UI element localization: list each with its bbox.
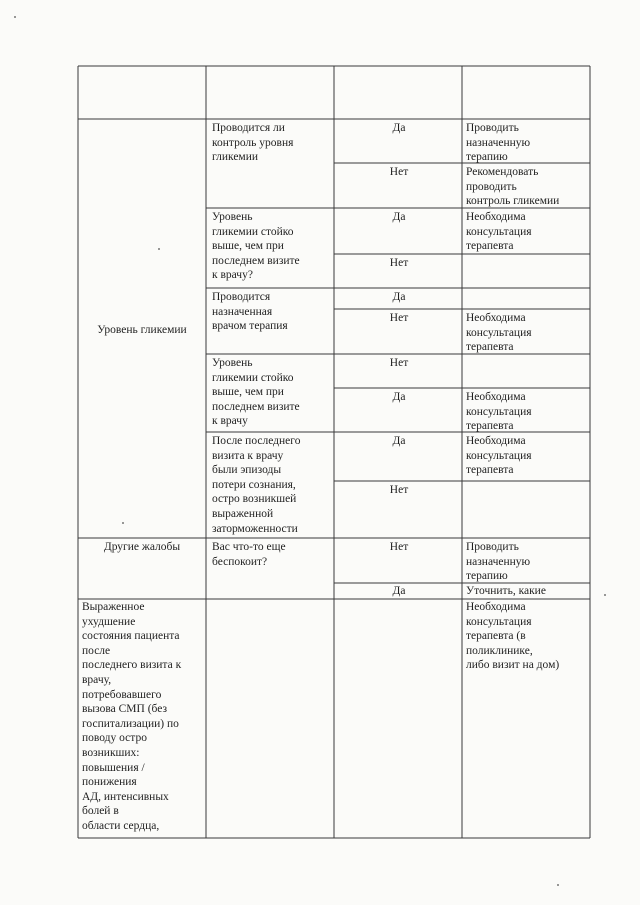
question-cell: Проводится назначенная врачом терапия — [212, 291, 288, 333]
action-cell: Рекомендовать проводить контроль гликемии — [466, 166, 560, 208]
scan-speck — [122, 522, 124, 524]
question-cell: Уровень гликемии стойко выше, чем при последнем визите к врачу? — [212, 211, 300, 282]
answer-cell: Нет — [389, 312, 409, 324]
action-cell: Необходима консультация терапевта (в поликлинике, либо визит на дом) — [466, 601, 560, 672]
section-title-other-complaints: Другие жалобы — [103, 541, 181, 553]
answer-cell: Да — [392, 391, 406, 403]
question-cell: После последнего визита к врачу были эпизоды потери сознания, остро возникшей выраженной заторможенности — [212, 435, 301, 535]
action-cell: Уточнить, какие — [466, 585, 546, 597]
action-cell: Необходима консультация терапевта — [466, 312, 532, 354]
question-cell: Вас что-то еще беспокоит? — [212, 541, 286, 568]
answer-cell: Да — [392, 585, 406, 597]
scan-speck — [14, 16, 16, 18]
answer-cell: Нет — [389, 357, 409, 369]
answer-cell: Нет — [389, 257, 409, 269]
question-cell: Проводится ли контроль уровня гликемии — [212, 122, 294, 164]
action-cell: Проводить назначенную терапию — [466, 122, 531, 164]
answer-cell: Да — [392, 291, 406, 303]
scan-speck — [557, 884, 559, 886]
section-title-glycemia: Уровень гликемии — [97, 324, 187, 336]
answer-cell: Да — [392, 211, 406, 223]
action-cell: Необходима консультация терапевта — [466, 391, 532, 433]
answer-cell: Да — [392, 435, 406, 447]
answer-cell: Нет — [389, 484, 409, 496]
answer-cell: Нет — [389, 166, 409, 178]
action-cell: Проводить назначенную терапию — [466, 541, 531, 583]
scan-speck — [158, 248, 160, 250]
answer-cell: Нет — [389, 541, 409, 553]
question-cell: Уровень гликемии стойко выше, чем при последнем визите к врачу — [212, 357, 300, 428]
scan-speck — [604, 594, 606, 596]
action-cell: Необходима консультация терапевта — [466, 435, 532, 477]
section-title-worsening: Выраженное ухудшение состояния пациента после последнего визита к врачу, потребовавшего вызова СМП (без госпитализации) по поводу остро возникших: повышения / понижения АД, интенсивных болей в области сердца, — [82, 601, 182, 832]
answer-cell: Да — [392, 122, 406, 134]
action-cell: Необходима консультация терапевта — [466, 211, 532, 253]
